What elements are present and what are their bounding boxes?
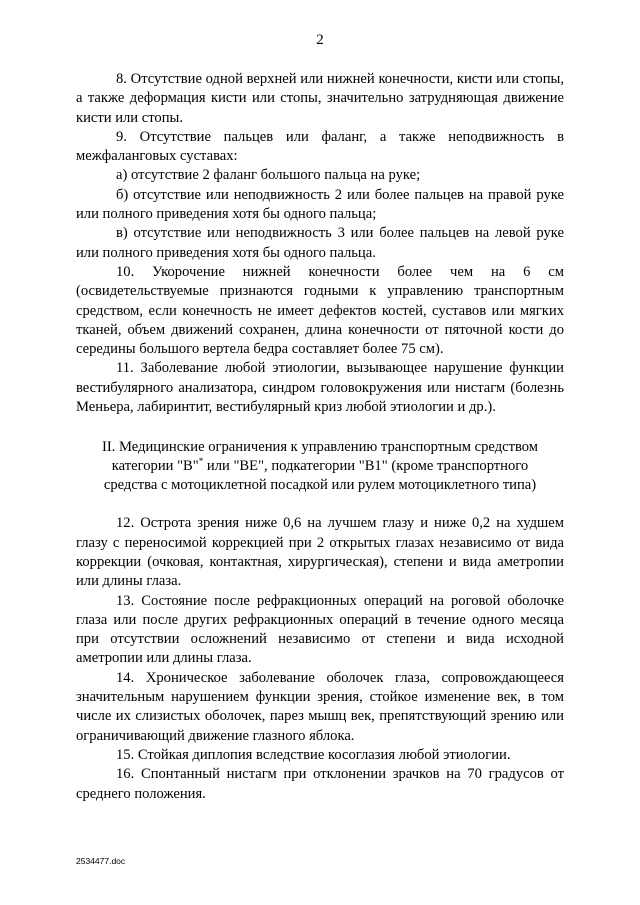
paragraph-item-11: 11. Заболевание любой этиологии, вызывающее нарушение функции вестибулярного анализатора, синдром головокружения или нистагм (болезнь Меньера, лабиринтит, вестибулярный криз любой этиологии и др.).: [76, 360, 564, 416]
footer-filename: 2534477.doc: [76, 856, 126, 866]
paragraph-item-8: 8. Отсутствие одной верхней или нижней конечности, кисти или стопы, а также деформация кисти или стопы, значительно затрудняющая движение кисти или стопы.: [76, 71, 564, 126]
section-heading-line-2-suffix: или "BE", подкатегории "B1" (кроме транспортного: [203, 458, 529, 475]
paragraph-item-10: 10. Укорочение нижней конечности более чем на 6 см (освидетельствуемые признаются годными к управлению транспортным средством, если конечность не имеет дефектов костей, суставов или мягких тканей, объем движений сохранен, длина конечности от пяточной кости до середины большого вертела бедра составляет более 75 см).: [76, 263, 564, 358]
paragraph-item-14: 14. Хроническое заболевание оболочек глаза, сопровождающееся значительным нарушением функции зрения, стойкое изменение век, в том числе их слизистых оболочек, парез мышц век, препятствующий зрению или ограничивающий движение глазного яблока.: [76, 669, 564, 744]
document-body: [76, 70, 564, 804]
paragraph-item-16: 16. Спонтанный нистагм при отклонении зрачков на 70 градусов от среднего положения.: [76, 766, 564, 802]
paragraph-item-12: 12. Острота зрения ниже 0,6 на лучшем глазу и ниже 0,2 на худшем глазу с переносимой коррекцией при 2 открытых глазах независимо от вида коррекции (очковая, контактная, хирургическая), степени и вида аметропии или длины глаза.: [76, 515, 564, 590]
section-heading-line-3: средства с мотоциклетной посадкой или рулем мотоциклетного типа): [103, 477, 537, 494]
paragraph-item-9b: б) отсутствие или неподвижность 2 или более пальцев на правой руке или полного приведения хотя бы одного пальца;: [76, 186, 564, 223]
section-heading-line-2-prefix: категории "B": [111, 458, 199, 475]
section-heading-line-1: II. Медицинские ограничения к управлению транспортным средством: [101, 439, 539, 456]
paragraph-item-9: 9. Отсутствие пальцев или фаланг, а также неподвижность в межфаланговых суставах:: [76, 128, 564, 165]
footnote-marker: *: [198, 456, 204, 467]
paragraph-item-9c: в) отсутствие или неподвижность 3 или более пальцев на левой руке или полного приведения хотя бы одного пальца.: [76, 225, 564, 261]
page-number: 2: [316, 32, 324, 48]
paragraph-item-9a: а) отсутствие 2 фаланг большого пальца на руке;: [116, 167, 421, 184]
paragraph-item-15: 15. Стойкая диплопия вследствие косоглазия любой этиологии.: [116, 746, 511, 763]
section-heading: [76, 438, 564, 495]
paragraph-item-13: 13. Состояние после рефракционных операций на роговой оболочке глаза или после других рефракционных операций в течение одного месяца при отсутствии осложнений независимо от степени и вида исходной аметропии или длины глаза.: [76, 592, 564, 667]
section-heading-line-2: [76, 457, 564, 476]
